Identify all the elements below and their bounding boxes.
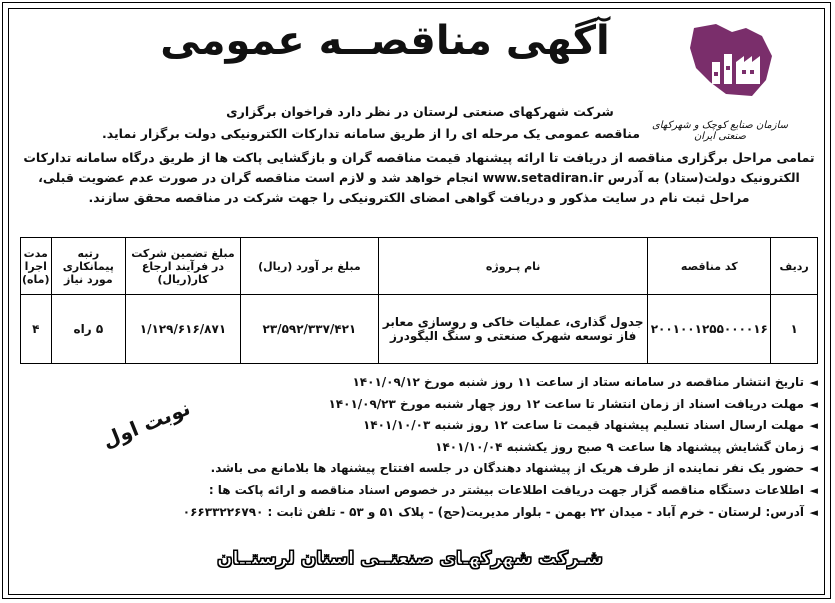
publication-round-stamp: نوبت اول <box>98 395 194 453</box>
header-duration: مدت اجرا (ماه) <box>21 238 52 295</box>
header-project-name: نام پـروژه <box>379 238 648 295</box>
list-item: ◄حضور یک نفر نماینده از طرف هریک از پیشنهاد دهندگان در جلسه افتتاح پیشنهاد ها بلامانع می باشد. <box>20 458 818 480</box>
cell-estimate: ۲۳/۵۹۲/۳۳۷/۴۲۱ <box>240 295 378 364</box>
intro-line-3: تمامی مراحل برگزاری مناقصه از دریافت تا ارائه پیشنهاد قیمت مناقصه گران و بازگشایی پاکت ها از طریق درگاه سامانه تدارکات <box>23 150 815 165</box>
logo-caption: سازمان صنایع کوچک و شهرکهای صنعتی ایران <box>651 120 788 142</box>
intro-line-4: الکترونیک دولت(ستاد) به آدرس www.setadiran.ir انجام خواهد شد و لازم است مناقصه گران در صورت عدم عضویت قبلی، <box>38 170 800 185</box>
company-footer: شـرکت شهرکهـای صنعتــی استان لرستــان <box>217 548 603 569</box>
cell-grade: ۵ راه <box>51 295 126 364</box>
table-header-row <box>21 238 818 295</box>
header-guarantee: مبلغ تضمین شرکت در فرآیند ارجاع کار(ریال) <box>126 238 241 295</box>
intro-line-5: مراحل ثبت نام در سایت مذکور و دریافت گواهی امضای الکترونیکی را جهت شرکت در مناقصه محقق سازند. <box>88 190 750 205</box>
list-item: ◄آدرس: لرستان - خرم آباد - میدان ۲۲ بهمن - بلوار مدیریت(حج) - پلاک ۵۱ و ۵۳ - تلفن ثابت : ۰۶۶۳۳۲۲۶۷۹۰ <box>20 502 818 524</box>
arrow-icon: ◄ <box>809 376 818 389</box>
list-item: ◄اطلاعات دستگاه مناقصه گزار جهت دریافت اطلاعات بیشتر در خصوص اسناد مناقصه و ارائه پاکت ها : <box>20 480 818 502</box>
header-row-number: ردیف <box>771 238 818 295</box>
cell-guarantee: ۱/۱۲۹/۶۱۶/۸۷۱ <box>126 295 241 364</box>
list-item: ◄تاریخ انتشار مناقصه در سامانه ستاد از ساعت ۱۱ روز شنبه مورخ ۱۴۰۱/۰۹/۱۲ <box>20 372 818 394</box>
arrow-icon: ◄ <box>809 440 818 454</box>
organization-logo-icon <box>686 22 776 100</box>
page-title: آگهی مناقصــه عمومی <box>160 18 610 64</box>
table-row <box>21 295 818 364</box>
list-item: ◄زمان گشایش پیشنهاد ها ساعت ۹ صبح روز یکشنبه ۱۴۰۱/۱۰/۰۴ <box>20 437 818 459</box>
header-grade: رتبه پیمانکاری مورد نیاز <box>51 238 126 295</box>
arrow-icon: ◄ <box>809 397 818 411</box>
arrow-icon: ◄ <box>809 419 818 433</box>
cell-tender-code: ۲۰۰۱۰۰۱۲۵۵۰۰۰۰۱۶ <box>648 295 771 364</box>
project-name-line-1: جدول گذاری، عملیات خاکی و روسازی معابر <box>382 315 644 329</box>
tender-table <box>20 237 818 364</box>
list-item: ◄مهلت دریافت اسناد از زمان انتشار تا ساعت ۱۲ روز چهار شنبه مورخ ۱۴۰۱/۰۹/۲۳ <box>20 394 818 416</box>
project-name-line-2: فاز توسعه شهرک صنعتی و سنگ الیگودرز <box>389 329 637 343</box>
cell-duration: ۴ <box>21 295 52 364</box>
header-estimate: مبلغ بر آورد (ریال) <box>240 238 378 295</box>
cell-row-number: ۱ <box>771 295 818 364</box>
intro-line-1: شرکت شهرکهای صنعتی لرستان در نظر دارد فراخوان برگزاری <box>226 104 614 119</box>
arrow-icon: ◄ <box>809 505 818 519</box>
intro-line-2: مناقصه عمومی یک مرحله ای را از طریق سامانه تدارکات الکترونیکی دولت برگزار نماید. <box>101 126 640 141</box>
details-list <box>20 372 818 523</box>
cell-project-name <box>379 295 648 364</box>
arrow-icon: ◄ <box>809 462 818 476</box>
arrow-icon: ◄ <box>809 483 818 497</box>
list-item: ◄مهلت ارسال اسناد تسلیم پیشنهاد قیمت تا ساعت ۱۲ روز شنبه ۱۴۰۱/۱۰/۰۳ <box>20 415 818 437</box>
header-tender-code: کد مناقصه <box>648 238 771 295</box>
